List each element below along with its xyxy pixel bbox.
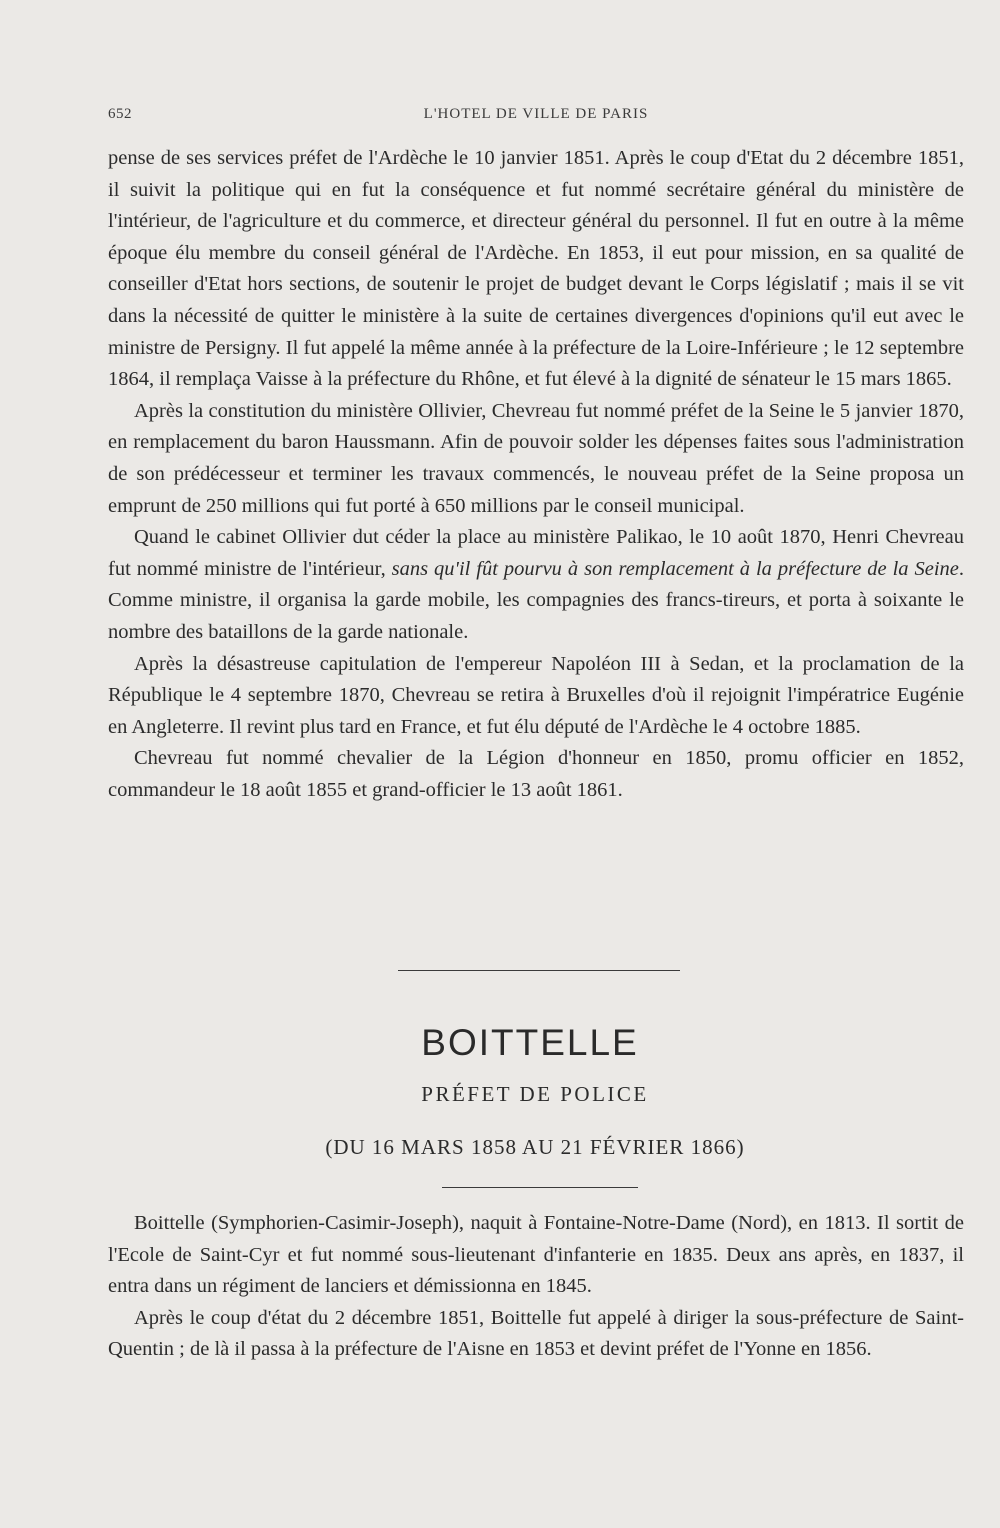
paragraph: Après le coup d'état du 2 décembre 1851, Boittelle fut appelé à diriger la sous-préfecture de Saint-Quentin ; de là il passa à la préfecture de l'Aisne en 1853 et devint préfet de l'Yonne en 1856. (108, 1306, 964, 1361)
section-heading-dates: (DU 16 MARS 1858 AU 21 FÉVRIER 1866) (325, 1135, 745, 1159)
page-number: 652 (108, 106, 132, 122)
boittelle-biography (108, 1208, 964, 1366)
section-heading-office: PRÉFET DE POLICE (421, 1082, 649, 1106)
paragraph: Boittelle (Symphorien-Casimir-Joseph), naquit à Fontaine-Notre-Dame (Nord), en 1813. Il sortit de l'Ecole de Saint-Cyr et fut nommé sous-lieutenant d'infanterie en 1835. Deux ans après, en 1837, il entra dans un régiment de lanciers et démissionna en 1845. (108, 1212, 964, 1298)
paragraph (108, 522, 964, 648)
paragraph-text: . Comme ministre, il organisa la garde mobile, les compagnies des francs-tireurs, et porta à soixante le nombre des bataillons de la garde nationale. (108, 557, 965, 643)
paragraph: Après la constitution du ministère Ollivier, Chevreau fut nommé préfet de la Seine le 5 janvier 1870, en remplacement du baron Haussmann. Afin de pouvoir solder les dépenses faites sous l'administration de son prédécesseur et terminer les travaux commencés, le nouveau préfet de la Seine proposa un emprunt de 250 millions qui fut porté à 650 millions par le conseil municipal. (108, 399, 964, 517)
running-head (108, 106, 964, 128)
paragraph: Après la désastreuse capitulation de l'empereur Napoléon III à Sedan, et la proclamation de la République le 4 septembre 1870, Chevreau se retira à Bruxelles d'où il rejoignit l'impératrice Eugénie en Angleterre. Il revint plus tard en France, et fut élu député de l'Ardèche le 4 octobre 1885. (108, 652, 964, 738)
section-heading-name: BOITTELLE (421, 1022, 639, 1063)
section-divider (398, 970, 680, 971)
running-title: L'HOTEL DE VILLE DE PARIS (423, 106, 649, 122)
paragraph: Chevreau fut nommé chevalier de la Légion d'honneur en 1850, promu officier en 1852, commandeur le 18 août 1855 et grand-officier le 13 août 1861. (108, 747, 964, 801)
paragraph: pense de ses services préfet de l'Ardèche le 10 janvier 1851. Après le coup d'Etat du 2 décembre 1851, il suivit la politique qui en fut la conséquence et fut nommé secrétaire général du ministère de l'intérieur, de l'agriculture et du commerce, et directeur général du personnel. Il fut en outre à la même époque élu membre du conseil général de l'Ardèche. En 1853, il eut pour mission, en sa qualité de conseiller d'Etat hors sections, de soutenir le projet de budget devant le Corps législatif ; mais il se vit dans la nécessité de quitter le ministère à la suite de certaines divergences d'opinions qu'il eut avec le ministre de Persigny. Il fut appelé la même année à la préfecture de la Loire-Inférieure ; le 12 septembre 1864, il remplaça Vaisse à la préfecture du Rhône, et fut élevé à la dignité de sénateur le 15 mars 1865. (108, 147, 964, 391)
heading-divider (442, 1187, 638, 1188)
chevreau-biography-continued (108, 143, 964, 806)
italic-phrase: sans qu'il fût pourvu à son remplacement à la préfecture de la Seine (391, 557, 959, 580)
paragraph-text: Quand le cabinet Ollivier dut céder la place au ministère Palikao, le 10 août 1870, Henri Chevreau fut nommé ministre de l'intérieur, (108, 526, 964, 580)
